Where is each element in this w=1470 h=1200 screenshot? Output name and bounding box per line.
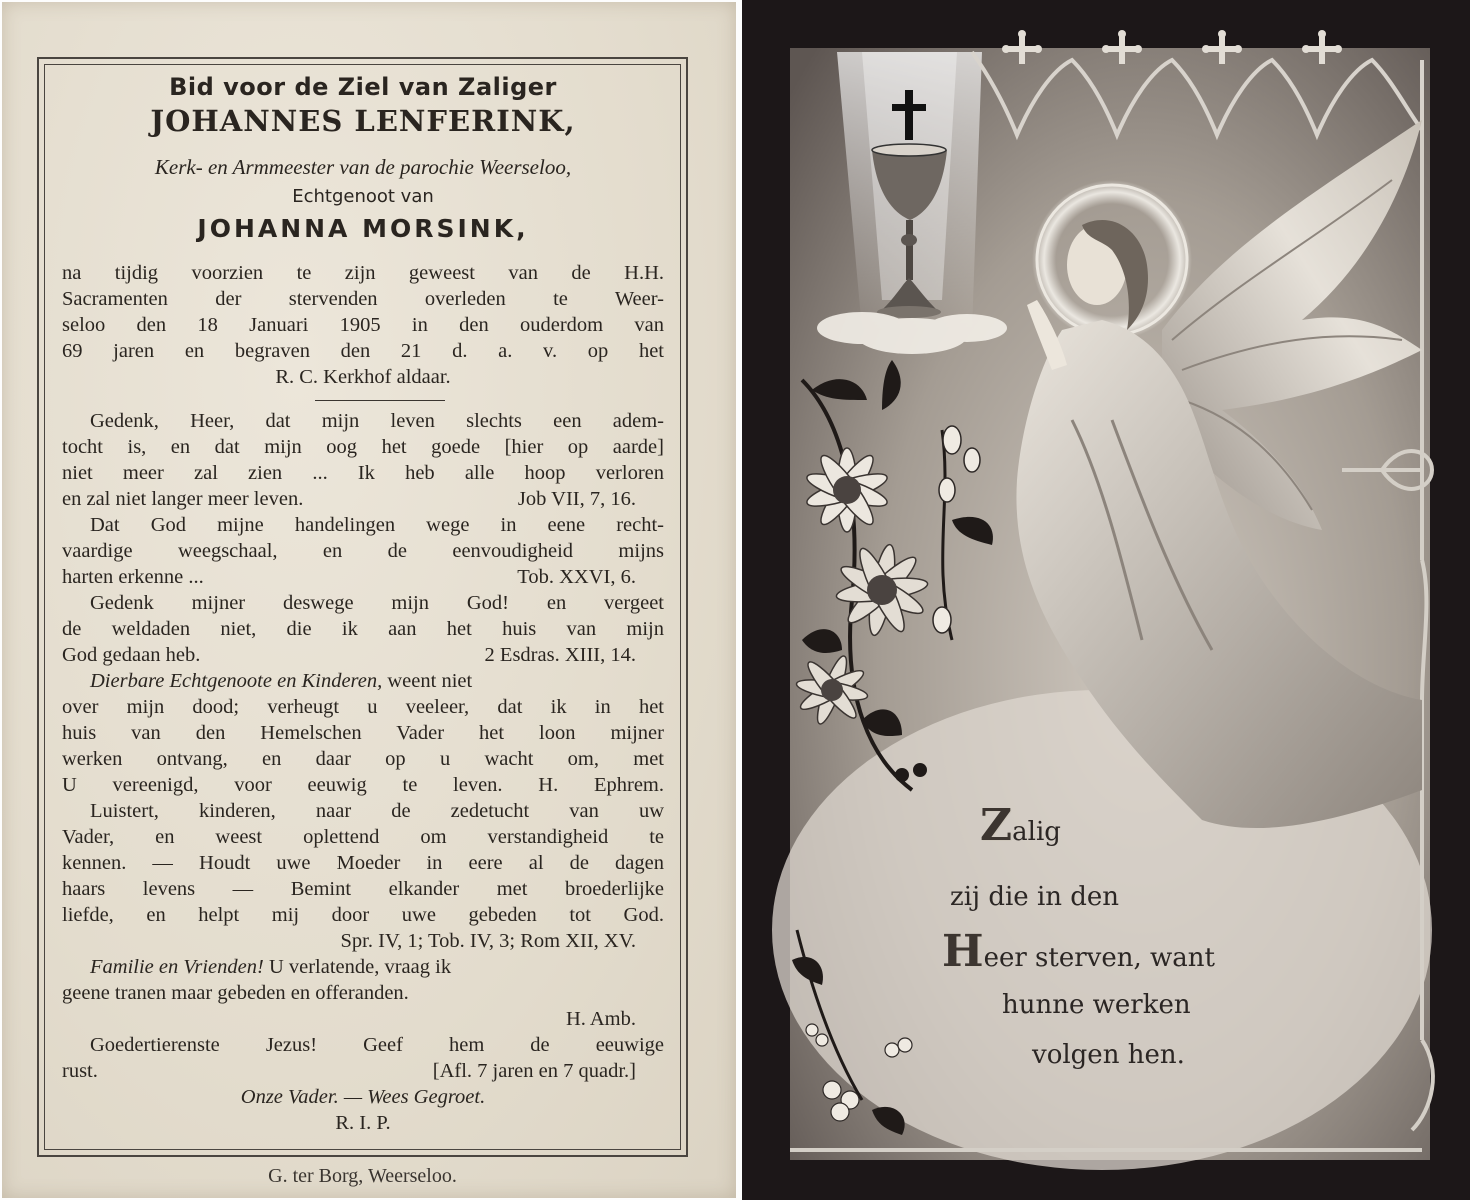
scripture-line [62, 564, 664, 590]
prayer-card-text-side [2, 2, 736, 1198]
scripture-text: weent niet [382, 670, 473, 692]
verse-line-4: hunne werken [1002, 990, 1191, 1020]
address-family: Dierbare Echtgenoote en Kinderen, [90, 670, 383, 692]
spouse-intro: Echtgenoot van [292, 186, 434, 207]
scripture-text: U verlatende, vraag ik [263, 956, 452, 978]
scripture-line: Gedenk, Heer, dat mijn leven slechts een adem- [90, 410, 664, 432]
scripture-line: Vader, en weest oplettend om verstandigheid te [62, 826, 664, 848]
scripture-line [62, 954, 664, 980]
obituary-line: na tijdig voorzien te zijn geweest van de H.H. [62, 262, 664, 284]
deceased-name: JOHANNES LENFERINK, [150, 104, 576, 138]
obituary-line: Sacramenten der stervenden overleden te Weer- [62, 288, 664, 310]
scripture-line [62, 486, 664, 512]
card-heading: Bid voor de Ziel van Zaliger [169, 73, 557, 101]
verse-text: alig [1012, 817, 1061, 847]
obituary-line: seloo den 18 Januari 1905 in den ouderdom van [62, 314, 664, 336]
drop-cap: Z [980, 800, 1013, 851]
scripture-reference: 2 Esdras. XIII, 14. [484, 644, 636, 666]
verse-line-2: zij die in den [950, 882, 1120, 912]
angel-illustration [742, 0, 1470, 1200]
verse-line-3 [942, 926, 1215, 977]
scripture-line: tocht is, en dat mijn oog het goede [hier op aarde] [62, 436, 664, 458]
verse-line-5: volgen hen. [1032, 1040, 1185, 1070]
scripture-text-end: God gedaan heb. [62, 644, 201, 666]
divider-rule [315, 400, 445, 401]
scripture-line: Goedertierenste Jezus! Geef hem de eeuwige [90, 1034, 664, 1056]
obituary-line: R. C. Kerkhof aldaar. [275, 366, 451, 388]
scripture-line: Luistert, kinderen, naar de zedetucht van uw [90, 800, 664, 822]
scripture-line [62, 668, 664, 694]
scripture-line: haars levens — Bemint elkander met broederlijke [62, 878, 664, 900]
scripture-reference: Tob. XXVI, 6. [517, 566, 636, 588]
obituary-line: 69 jaren en begraven den 21 d. a. v. op het [62, 340, 664, 362]
prayers-line: Onze Vader. — Wees Gegroet. [240, 1086, 486, 1108]
scripture-line: Dat God mijne handelingen wege in eene recht- [90, 514, 664, 536]
prayer-card-picture-side [742, 0, 1470, 1200]
scripture-line: geene tranen maar gebeden en offeranden. [62, 982, 409, 1004]
scripture-line: huis van den Hemelschen Vader het loon mijner [62, 722, 664, 744]
drop-cap: H [942, 926, 984, 977]
verse-line-1 [980, 800, 1061, 851]
scripture-line: niet meer zal zien ... Ik heb alle hoop verloren [62, 462, 664, 484]
scripture-line: werken ontvang, en daar op u wacht om, met [62, 748, 664, 770]
verse-text: eer sterven, want [983, 943, 1215, 973]
address-friends: Familie en Vrienden! [90, 956, 264, 978]
printer-credit: G. ter Borg, Weerseloo. [268, 1165, 457, 1187]
scripture-line [62, 642, 664, 668]
scripture-line: kennen. — Houdt uwe Moeder in eere al de dagen [62, 852, 664, 874]
scripture-line: de weldaden niet, die ik aan het huis van mijn [62, 618, 664, 640]
rip-line: R. I. P. [335, 1112, 391, 1134]
scripture-reference: Job VII, 7, 16. [517, 488, 636, 510]
scripture-line: U vereenigd, voor eeuwig te leven. H. Ephrem. [62, 774, 664, 796]
scripture-line [62, 1058, 664, 1084]
scripture-reference: Spr. IV, 1; Tob. IV, 3; Rom XII, XV. [340, 930, 636, 952]
indulgence-note: [Afl. 7 jaren en 7 quadr.] [432, 1060, 636, 1082]
deceased-office: Kerk- en Armmeester van de parochie Weerseloo, [154, 155, 572, 179]
scripture-text-end: rust. [62, 1060, 98, 1082]
scripture-reference: H. Amb. [565, 1008, 636, 1030]
scripture-line: liefde, en helpt mij door uwe gebeden tot God. [62, 904, 664, 926]
scripture-line: over mijn dood; verheugt u veeleer, dat ik in het [62, 696, 664, 718]
scripture-line: vaardige weegschaal, en de eenvoudigheid mijns [62, 540, 664, 562]
scripture-line: Gedenk mijner deswege mijn God! en vergeet [90, 592, 664, 614]
scripture-text-end: harten erkenne ... [62, 566, 204, 588]
spouse-name: JOHANNA MORSINK, [197, 214, 529, 243]
scripture-text-end: en zal niet langer meer leven. [62, 488, 304, 510]
